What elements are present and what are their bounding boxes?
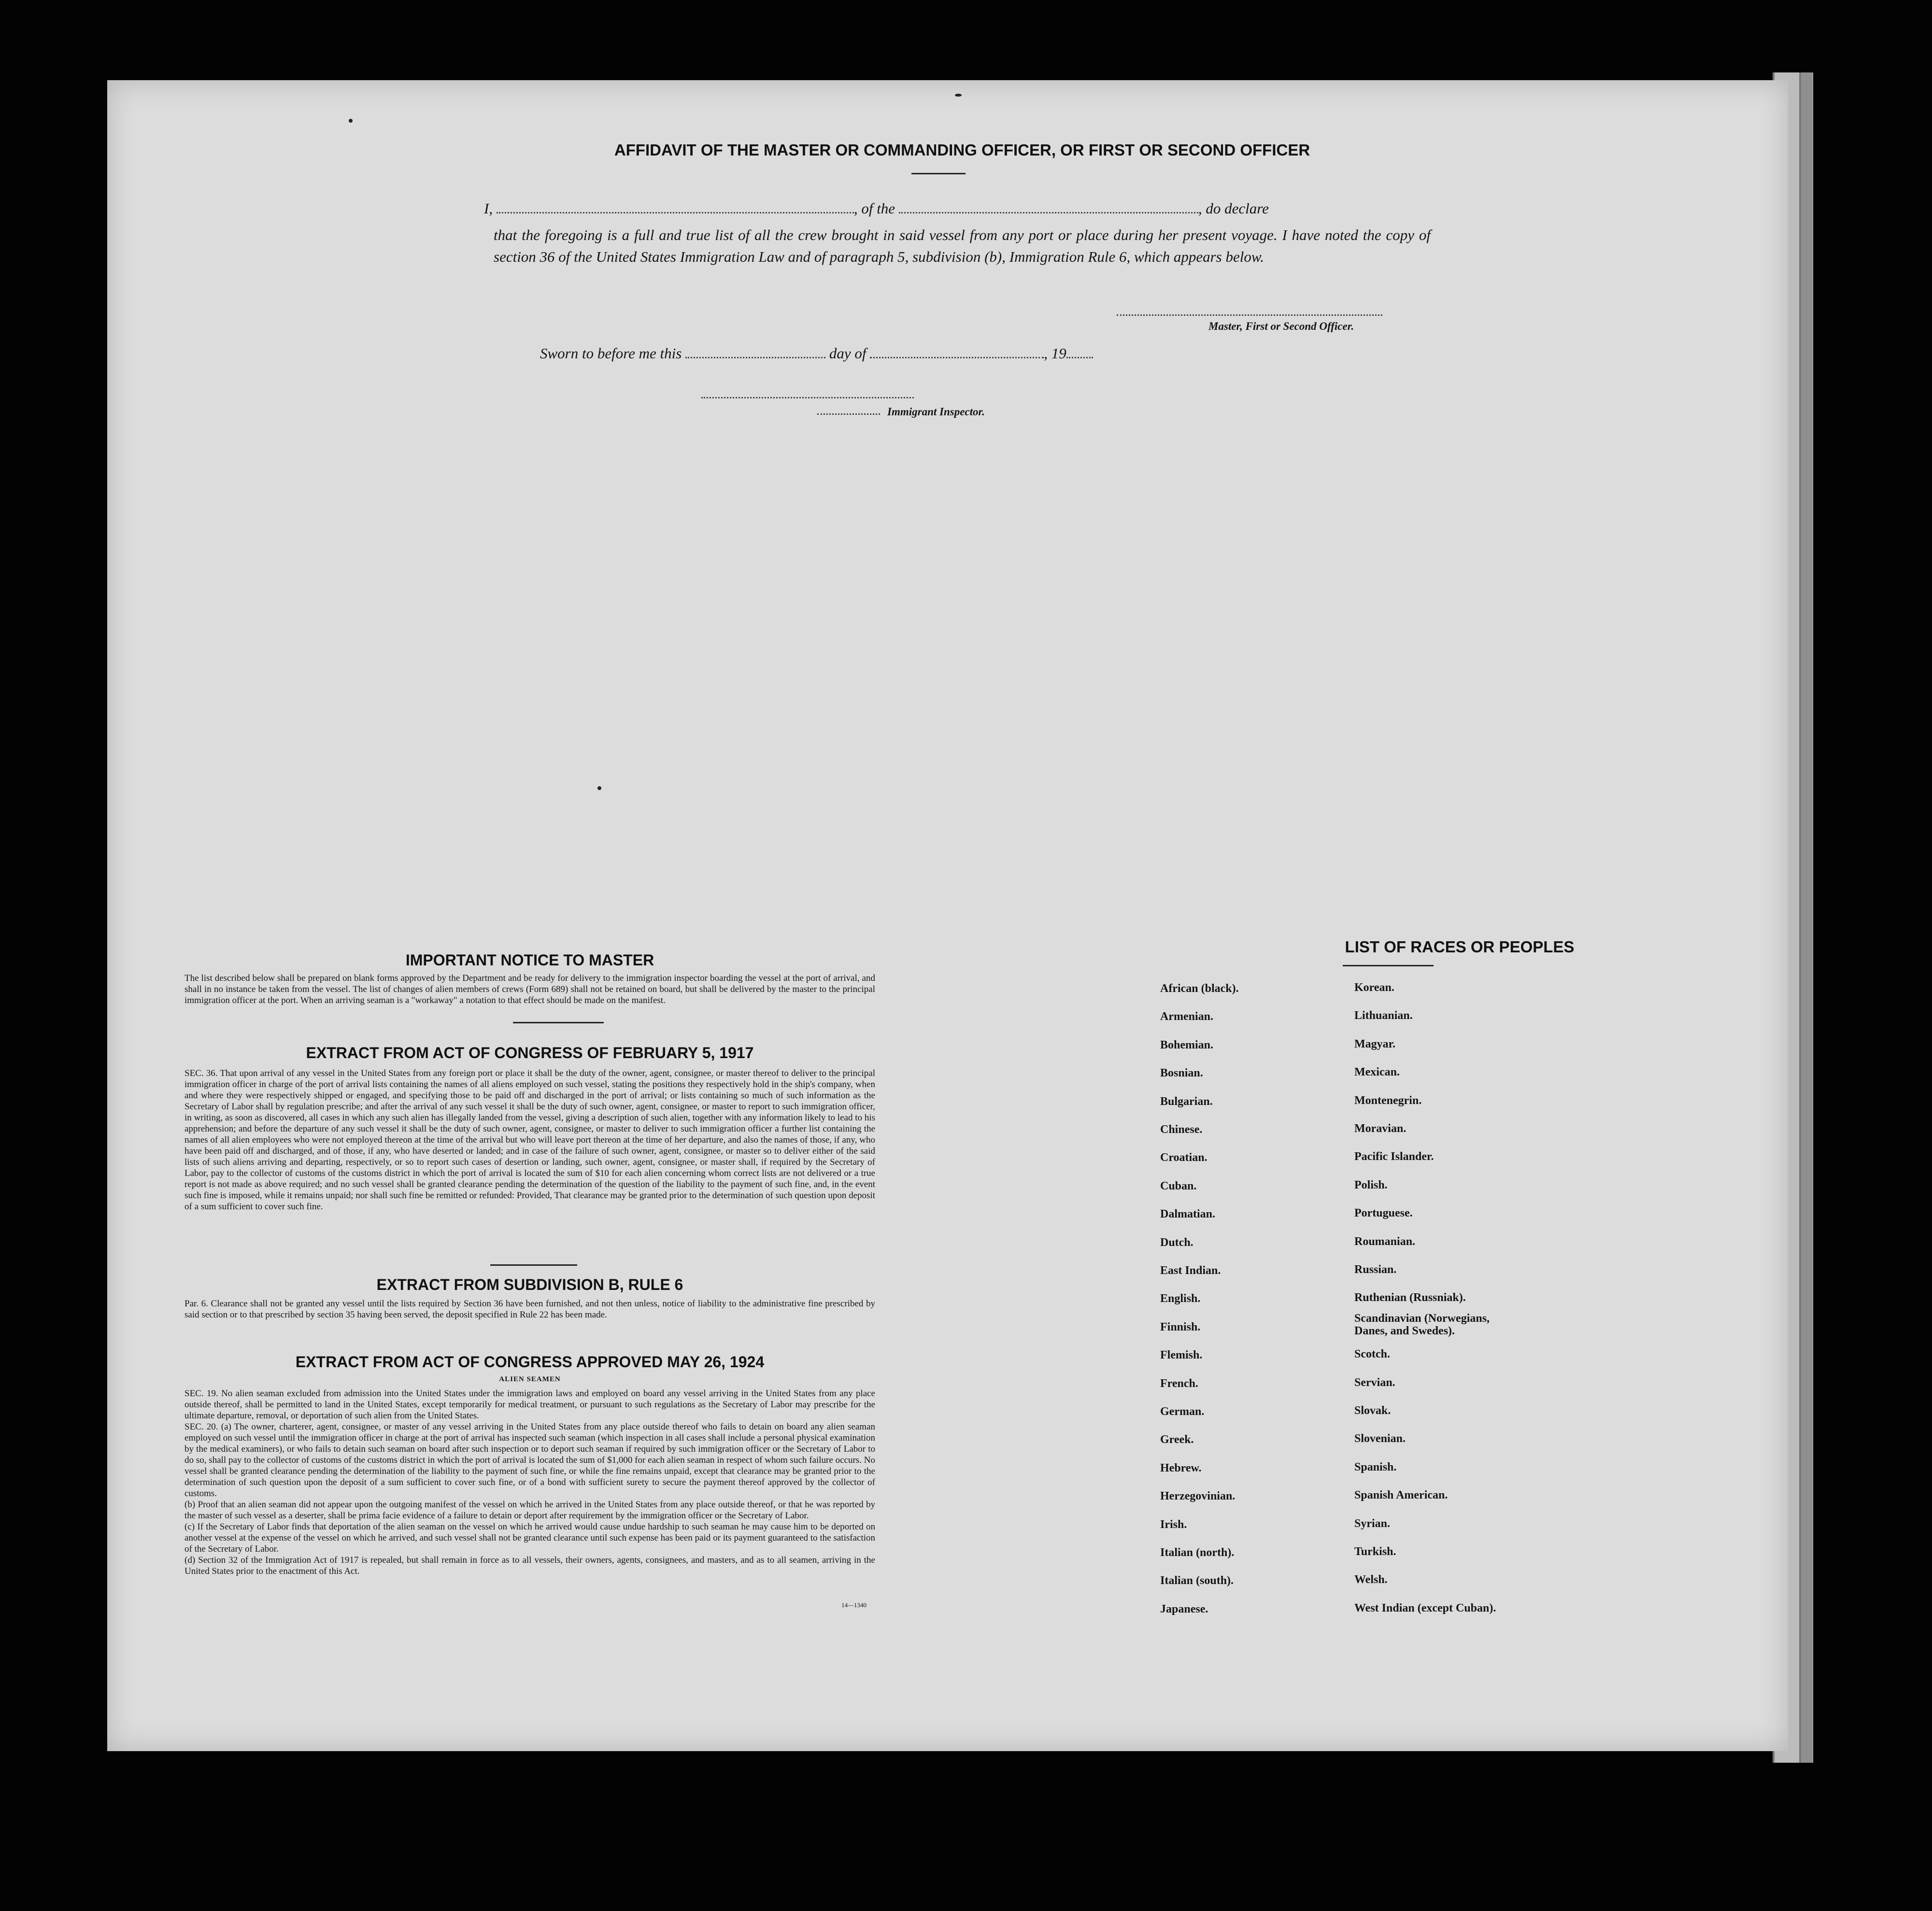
affidavit-title: AFFIDAVIT OF THE MASTER OR COMMANDING OFFICER, OR FIRST OR SECOND OFFICER [614, 141, 1310, 159]
race-item: Cuban. [1160, 1179, 1197, 1192]
name-blank [497, 212, 854, 213]
subdivision-b-title: EXTRACT FROM SUBDIVISION B, RULE 6 [376, 1276, 683, 1293]
document-page [107, 80, 1788, 1751]
notice-text: The list described below shall be prepared on blank forms approved by the Department and be ready for delivery to the immigration inspector boarding the vessel at the port of arrival, and shall in no instance be taken from the vessel. The list of changes of alien members of crews (Form 689) shall not be retained on board, but shall be delivered by the master to the principal immigration officer at the port. When an arriving seaman is a "workaway" a notation to that effect should be made on the manifest. [185, 973, 875, 1005]
race-item: Scotch. [1354, 1348, 1390, 1361]
extract-1924-subtitle: ALIEN SEAMEN [499, 1375, 561, 1383]
sworn-prefix: Sworn to before me this [540, 345, 682, 362]
races-title: LIST OF RACES OR PEOPLES [1345, 938, 1575, 956]
affidavit-declare-label: , do declare [1198, 200, 1269, 217]
race-item: Mexican. [1354, 1066, 1400, 1079]
race-item: Bohemian. [1160, 1038, 1214, 1051]
race-item: Portuguese. [1354, 1207, 1413, 1220]
section-rule [513, 1022, 604, 1023]
race-item: Montenegrin. [1354, 1094, 1422, 1107]
race-item: Bosnian. [1160, 1067, 1203, 1080]
race-item: African (black). [1160, 982, 1239, 995]
affidavit-i-label: I, [484, 200, 493, 217]
race-item: Polish. [1354, 1178, 1388, 1191]
sworn-month-blank [870, 357, 1044, 358]
race-item: Italian (north). [1160, 1546, 1235, 1559]
sec-19-text: SEC. 19. No alien seaman excluded from admission into the United States under the immigration laws and employed on board any vessel arriving in the United States from any place outside thereof, shall be permitted to land in the United States, except temporarily for medical treatment, or pursuant to such regulations as the Secretary of Labor may prescribe for the ultimate departure, removal, or deportation of such alien from the United States. [185, 1388, 875, 1421]
sec-20d-text: (d) Section 32 of the Immigration Act of 1917 is repealed, but shall remain in force as to all vessels, their owners, agents, consignees, and masters, and as to all seamen, arriving in the United States prior to the enactment of this Act. [185, 1555, 875, 1576]
signature-line [1117, 314, 1382, 316]
form-number: 14—1340 [841, 1601, 867, 1609]
extract-1917-title: EXTRACT FROM ACT OF CONGRESS OF FEBRUARY 5, 1917 [306, 1044, 754, 1062]
section-rule [490, 1264, 577, 1266]
sworn-line [540, 345, 1264, 362]
race-item: Armenian. [1160, 1010, 1213, 1023]
sec-20b-text: (b) Proof that an alien seaman did not appear upon the outgoing manifest of the vessel on which he arrived in the United States from any place outside thereof, or that he was reported by the master of such vessel as a deserter, shall be prima facie evidence of a failure to detain or deport after requirement by the immigration officer or the Secretary of Labor. [185, 1500, 875, 1521]
race-item: English. [1160, 1292, 1201, 1305]
race-item: Pacific Islander. [1354, 1150, 1434, 1163]
race-item: Roumanian. [1354, 1235, 1416, 1248]
race-item: Lithuanian. [1354, 1009, 1413, 1022]
race-item: Italian (south). [1160, 1574, 1234, 1587]
signature-label: Master, First or Second Officer. [1208, 320, 1354, 332]
race-item: Turkish. [1354, 1545, 1396, 1558]
back-page-edge-dark [1799, 72, 1813, 1763]
race-item: French. [1160, 1377, 1198, 1390]
sworn-year-label: , 19 [1044, 345, 1066, 362]
race-item: Greek. [1160, 1433, 1194, 1446]
vessel-blank [899, 212, 1198, 213]
race-item: Herzegovinian. [1160, 1490, 1236, 1503]
race-item: Syrian. [1354, 1517, 1391, 1530]
affidavit-declaration-line [484, 200, 1547, 217]
sworn-day-blank [685, 357, 825, 358]
race-item: Hebrew. [1160, 1461, 1202, 1474]
race-item: Ruthenian (Russniak). [1354, 1291, 1466, 1304]
race-item: Dalmatian. [1160, 1208, 1215, 1221]
race-item: Russian. [1354, 1263, 1397, 1276]
race-item: Finnish. [1160, 1320, 1201, 1333]
extract-1917-text: SEC. 36. That upon arrival of any vessel in the United States from any foreign port or place it shall be the duty of the owner, agent, consignee, or master thereof to deliver to the principal immigration officer in charge of the port of arrival lists containing the names of all aliens employed on such vessel, stating the positions they respectively hold in the ship's company, when and where they were respectively shipped or engaged, and specifying those to be paid off and discharged in the port of arrival; or lists containing so much of such information as the Secretary of Labor shall by regulation prescribe; and after the arrival of any such vessel it shall be the duty of such owner, agent, consignee, or master to report to such immigration officer, in writing, as soon as discovered, all cases in which any such alien has illegally landed from the vessel, giving a description of such alien, together with any information likely to lead to his apprehension; and before the departure of any such vessel it shall be the duty of such owner, agent, consignee, or master to deliver to such immigration officer a further list containing the names of all alien employees who were not employed thereon at the time of the arrival but who will leave port thereon at the time of her departure, and also the names of those, if any, who have been paid off and discharged, and of those, if any, who have deserted or landed; and in case of the failure of such owner, agent, consignee, or master so to deliver either of the said lists of such aliens arriving and departing, respectively, or so to report such cases of desertion or landing, such owner, agent, consignee, or master shall, if required by the Secretary of Labor, pay to the collector of customs of the customs district in which the port of arrival is located the sum of $10 for each alien concerning whom correct lists are not delivered or a true report is not made as above required; and no such vessel shall be granted clearance pending the determination of the question of the liability to the payment of such fine, and, in the event such fine is imposed, while it remains unpaid; nor shall such fine be remitted or refunded: Provided, That clearance may be granted prior to the determination of such question upon deposit of a sum sufficient to cover such fine. [185, 1068, 875, 1212]
sworn-year-blank [1066, 357, 1093, 358]
race-item: Korean. [1354, 981, 1394, 994]
race-item: Japanese. [1160, 1602, 1208, 1615]
extract-1924-body [185, 1388, 875, 1577]
race-item: Welsh. [1354, 1573, 1388, 1586]
race-item: Spanish. [1354, 1460, 1397, 1473]
ink-mark [349, 119, 353, 123]
inspector-signature-line [701, 397, 914, 398]
subdivision-b-text: Par. 6. Clearance shall not be granted any vessel until the lists required by Section 36 have been furnished, and not then unless, notice of liability to the administrative fine prescribed by said section or to that prescribed by section 35 having been served, the deposit specified in Rule 22 has been made. [185, 1299, 875, 1320]
title-rule [911, 173, 966, 174]
race-item: Magyar. [1354, 1037, 1396, 1050]
affidavit-body: that the foregoing is a full and true list of all the crew brought in said vessel from any port or place during her present voyage. I have noted the copy of section 36 of the United States Immigration Law and of paragraph 5, subdivision (b), Immigration Rule 6, which appears below. [494, 226, 1431, 265]
race-item: Moravian. [1354, 1122, 1406, 1135]
race-item: Irish. [1160, 1518, 1187, 1531]
race-item: Spanish American. [1354, 1489, 1448, 1502]
ink-mark [955, 94, 962, 97]
race-item: Slovenian. [1354, 1432, 1406, 1445]
races-title-rule [1343, 965, 1434, 966]
inspector-sub-line [817, 413, 880, 415]
race-item: Croatian. [1160, 1151, 1208, 1164]
race-item: West Indian (except Cuban). [1354, 1601, 1496, 1614]
extract-1924-title: EXTRACT FROM ACT OF CONGRESS APPROVED MAY 26, 1924 [295, 1353, 765, 1371]
race-item: Servian. [1354, 1376, 1395, 1389]
sworn-day-label: day of [829, 345, 867, 362]
notice-title: IMPORTANT NOTICE TO MASTER [405, 951, 654, 969]
inspector-label: Immigrant Inspector. [887, 406, 985, 418]
race-item: Flemish. [1160, 1349, 1203, 1362]
race-item: Bulgarian. [1160, 1095, 1213, 1108]
race-item: Slovak. [1354, 1404, 1391, 1417]
race-item: East Indian. [1160, 1264, 1221, 1277]
affidavit-of-label: , of the [853, 200, 895, 217]
ink-mark [597, 786, 601, 790]
race-item: German. [1160, 1405, 1205, 1418]
race-item: Scandinavian (Norwegians, Danes, and Swedes). [1354, 1312, 1490, 1337]
race-item: Dutch. [1160, 1236, 1193, 1249]
race-item: Chinese. [1160, 1123, 1203, 1136]
sec-20a-text: SEC. 20. (a) The owner, charterer, agent, consignee, or master of any vessel arriving in the United States from any place outside thereof who fails to detain on board any alien seaman employed on such vessel until the immigration officer in charge at the port of arrival has inspected such seaman (which inspection in all cases shall include a personal physical examination by the medical examiners), or who fails to detain such seaman on board after such inspection or to deport such seaman if required by such immigration officer or the Secretary of Labor to do so, shall pay to the collector of customs of the customs district in which the port of arrival is located the sum of $1,000 for each alien seaman in respect of whom such failure occurs. No vessel shall be granted clearance pending the determination of the liability to the payment of such fine, or while the fine remains unpaid, except that clearance may be granted prior to the determination of such question upon the deposit of a sum sufficient to cover such fine, or of a bond with sufficient surety to secure the payment thereof approved by the collector of customs. [185, 1422, 875, 1499]
sec-20c-text: (c) If the Secretary of Labor finds that deportation of the alien seaman on the vessel on which he arrived would cause undue hardship to such seaman he may cause him to be deported on another vessel at the expense of the vessel on which he arrived, and such vessel shall not be granted clearance until such expense has been paid or its payment guaranteed to the satisfaction of the Secretary of Labor. [185, 1522, 875, 1554]
